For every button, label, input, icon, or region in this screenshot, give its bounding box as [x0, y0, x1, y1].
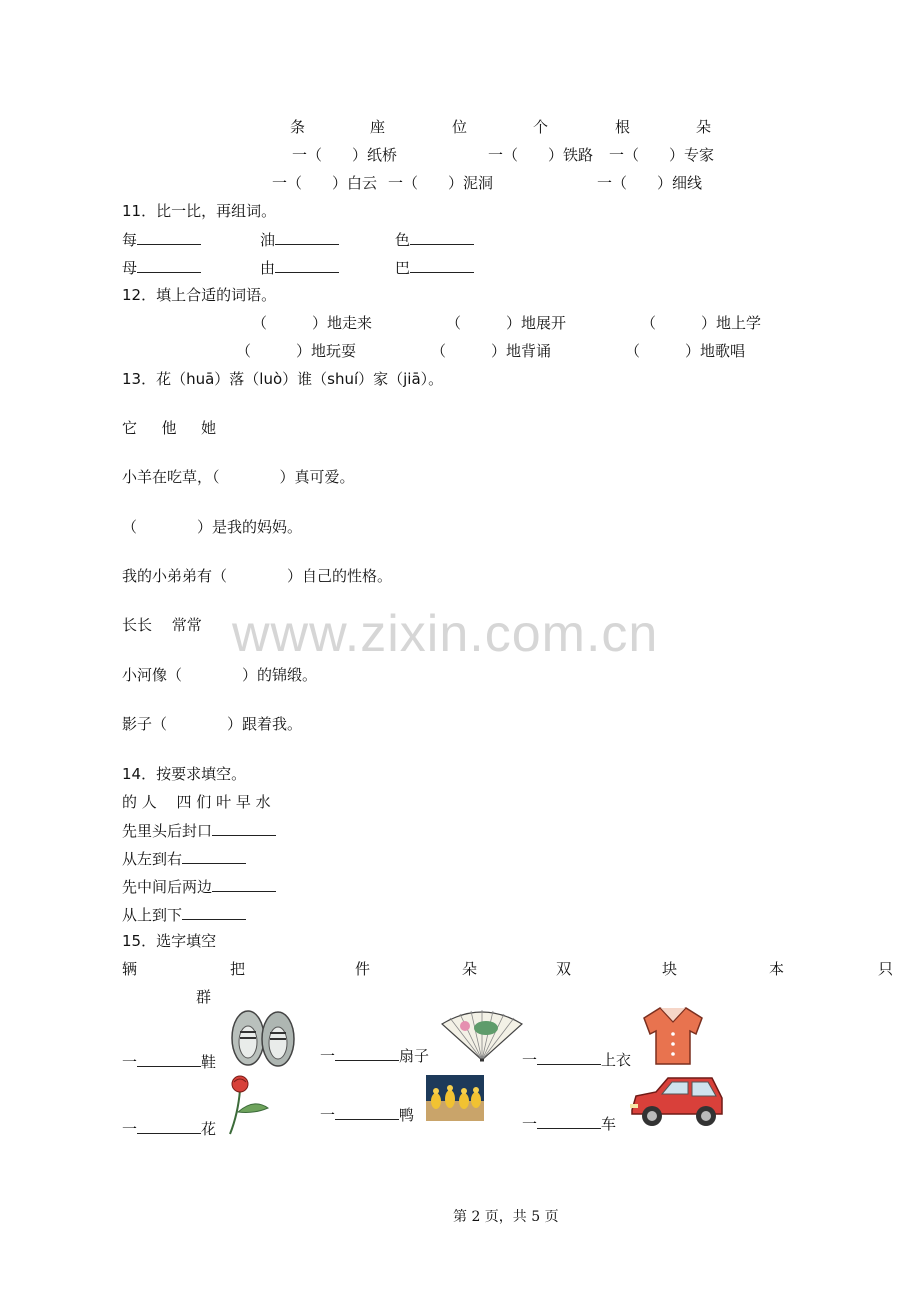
q15-option: 朵: [462, 960, 478, 978]
q13-word-options: 长长 常常: [122, 616, 202, 634]
q11-item: 母: [122, 258, 201, 277]
q11-item: 油: [260, 230, 339, 249]
q11-item: 巴: [395, 258, 474, 277]
q15-item: 一 扇子: [320, 1047, 430, 1065]
q14-rule: 从上到下: [122, 905, 246, 924]
q15-title: 15．选字填空: [122, 932, 217, 950]
q15-item: 一 鞋: [122, 1053, 217, 1071]
fan-icon: [440, 1010, 524, 1062]
q10-fill: 一（ ）纸桥: [292, 146, 398, 164]
page-footer: 第 2 页，共 5 页: [453, 1209, 559, 1225]
q13-sentence: 影子（ ）跟着我。: [122, 715, 303, 733]
q13-sentence: （ ）是我的妈妈。: [122, 518, 303, 536]
q15-option: 双: [556, 960, 572, 978]
shirt-icon: [640, 1004, 706, 1066]
q11-title: 11．比一比，再组词。: [122, 202, 277, 220]
q10-option: 根: [615, 118, 631, 136]
q10-fill: 一（ ）细线: [597, 174, 703, 192]
q14-chars: 的 人 四 们 叶 早 水: [122, 793, 271, 811]
q15-option: 本: [769, 960, 785, 978]
q15-item: 一 车: [522, 1115, 617, 1133]
q10-fill: 一（ ）专家: [609, 146, 715, 164]
q14-rule: 先里头后封口: [122, 821, 276, 840]
q15-option: 只: [878, 960, 894, 978]
q11-item: 色: [395, 230, 474, 249]
q15-option: 块: [662, 960, 678, 978]
q10-option: 朵: [696, 118, 712, 136]
q15-item: 一 鸭: [320, 1106, 415, 1124]
q13-title: 13．花（huā）落（luò）谁（shuí）家（jiā）。: [122, 370, 444, 388]
q12-fill: （ ）地玩耍: [236, 342, 357, 360]
q13-sentence: 小河像（ ）的锦缎。: [122, 666, 318, 684]
q10-option: 位: [452, 118, 468, 136]
car-icon: [626, 1074, 726, 1130]
q15-option: 把: [230, 960, 246, 978]
q15-option: 辆: [122, 960, 138, 978]
q15-option: 件: [355, 960, 371, 978]
q10-option: 座: [370, 118, 386, 136]
watermark: www.zixin.com.cn: [232, 605, 659, 663]
q12-fill: （ ）地上学: [641, 314, 762, 332]
q10-fill: 一（ ）白云: [272, 174, 378, 192]
q12-fill: （ ）地背诵: [431, 342, 552, 360]
q10-fill: 一（ ）铁路: [488, 146, 594, 164]
q10-option: 条: [290, 118, 306, 136]
q14-rule: 从左到右: [122, 849, 246, 868]
q13-word-options: 它 他 她: [122, 419, 217, 437]
q12-fill: （ ）地展开: [446, 314, 567, 332]
q15-item: 一 花: [122, 1120, 217, 1138]
q11-item: 每: [122, 230, 201, 249]
q13-sentence: 小羊在吃草，（ ）真可爱。: [122, 468, 355, 486]
q12-title: 12．填上合适的词语。: [122, 286, 277, 304]
flower-icon: [224, 1074, 272, 1136]
q12-fill: （ ）地歌唱: [625, 342, 746, 360]
ducks-icon: [426, 1075, 484, 1121]
q11-item: 由: [260, 258, 339, 277]
q12-fill: （ ）地走来: [252, 314, 373, 332]
q14-title: 14．按要求填空。: [122, 765, 247, 783]
shoes-icon: [226, 1008, 300, 1068]
q15-option: 群: [196, 988, 212, 1006]
q15-item: 一 上衣: [522, 1051, 632, 1069]
q14-rule: 先中间后两边: [122, 877, 276, 896]
q13-sentence: 我的小弟弟有（ ）自己的性格。: [122, 567, 393, 585]
q10-option: 个: [533, 118, 549, 136]
q10-fill: 一（ ）泥洞: [388, 174, 494, 192]
